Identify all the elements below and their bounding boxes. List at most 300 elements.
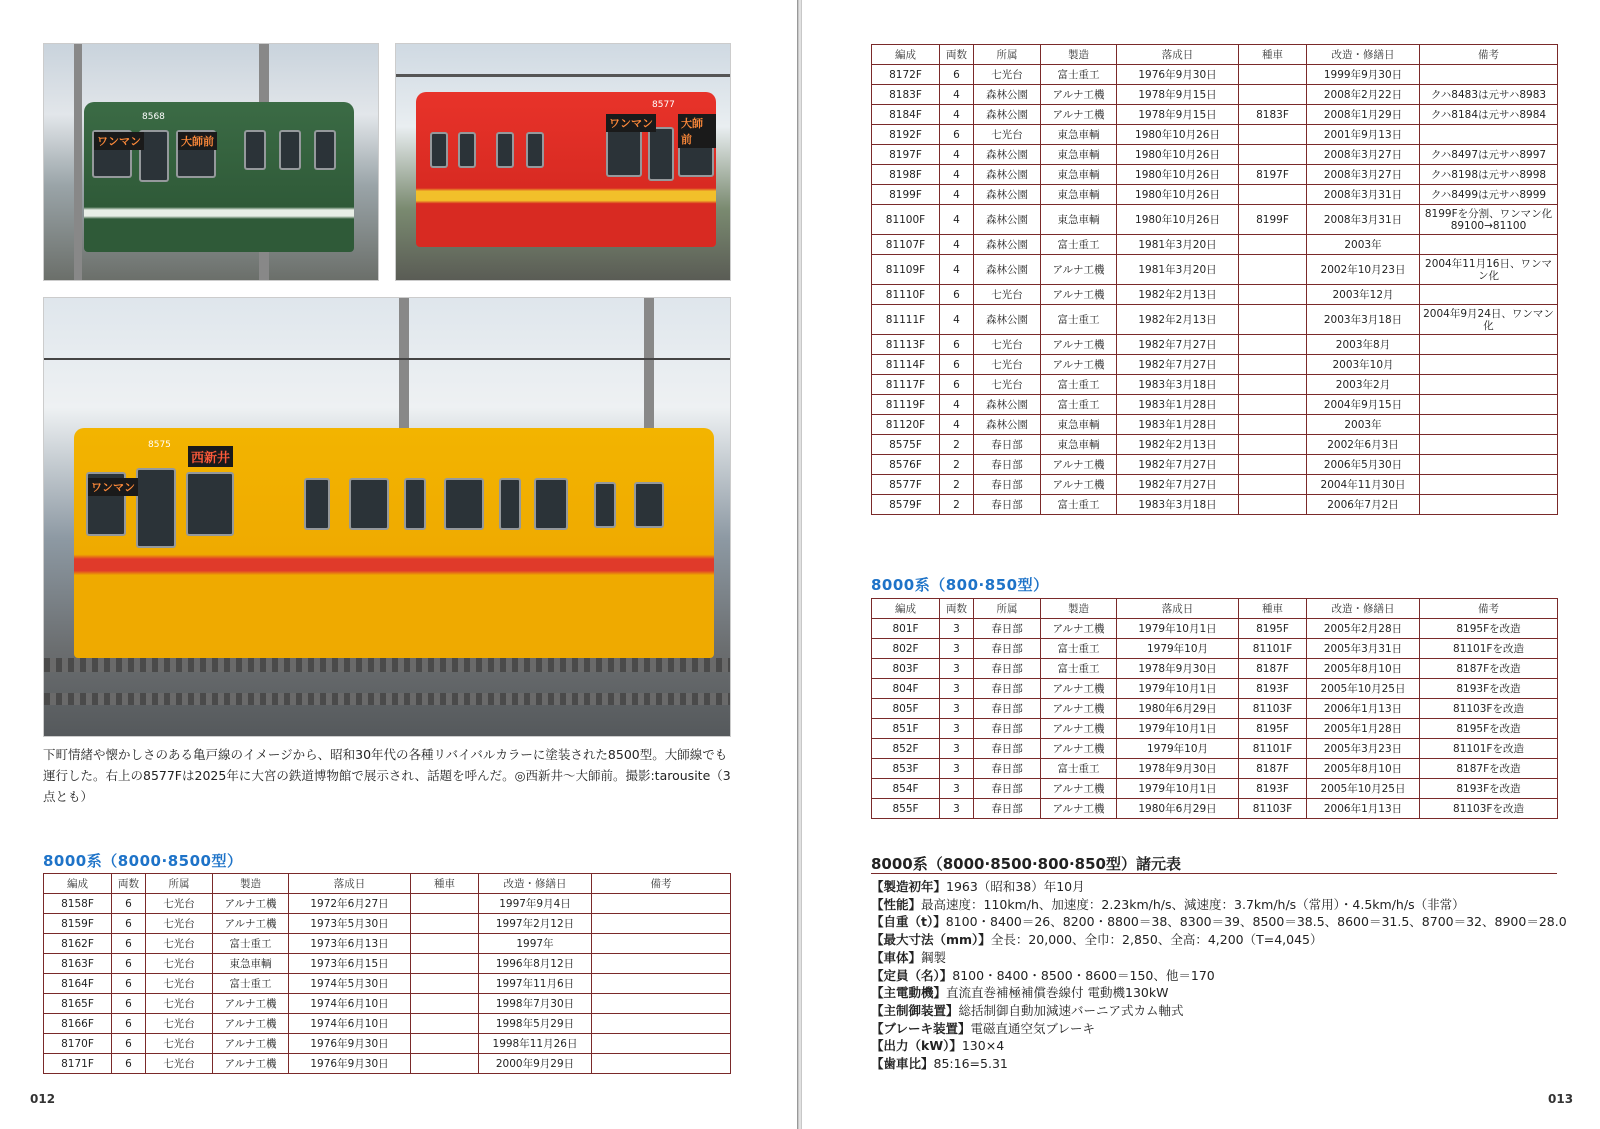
table-cell: 4 [940, 235, 974, 255]
table-cell: アルナ工機 [1041, 255, 1117, 285]
spec-row [871, 931, 1561, 949]
table-cell [411, 1054, 479, 1074]
table-cell: 東急車輌 [1041, 185, 1117, 205]
table-cell [1420, 235, 1558, 255]
spec-row [871, 984, 1561, 1002]
spec-row [871, 878, 1561, 896]
table-cell: 七光台 [974, 285, 1041, 305]
spec-key: 【定員（名）】 [871, 967, 953, 983]
table-cell: 東急車輌 [1041, 415, 1117, 435]
spec-key: 【出力（kW）】 [871, 1038, 962, 1054]
table-row [872, 619, 1558, 639]
table-cell: 七光台 [974, 375, 1041, 395]
table-cell: 2005年1月28日 [1307, 719, 1420, 739]
spec-list [871, 878, 1567, 1073]
column-header: 備考 [1420, 599, 1558, 619]
train-window [499, 478, 521, 530]
train-window [534, 478, 568, 530]
table-cell: 8165F [44, 994, 112, 1014]
table-cell: アルナ工機 [1041, 739, 1117, 759]
train-window [594, 482, 616, 528]
table-cell: 春日部 [974, 475, 1041, 495]
table-cell [411, 914, 479, 934]
table-cell [1420, 415, 1558, 435]
table-cell [1420, 375, 1558, 395]
table-cell: 2000年9月29日 [479, 1054, 592, 1074]
table-cell: 森林公園 [974, 145, 1041, 165]
table-cell: 2002年6月3日 [1307, 435, 1420, 455]
table-row [872, 699, 1558, 719]
table-cell: 6 [940, 335, 974, 355]
train-window [186, 472, 234, 536]
section-title-8000-8500: 8000系（8000·8500型） [43, 852, 243, 870]
table-cell: 1973年5月30日 [289, 914, 411, 934]
table-row [872, 639, 1558, 659]
column-header: 落成日 [1117, 45, 1239, 65]
destination-sign-left: ワンマン [94, 132, 144, 150]
table-cell: 春日部 [974, 719, 1041, 739]
table-cell: 1972年6月27日 [289, 894, 411, 914]
spec-value: 最高速度：110km/h、加速度：2.23km/h/s、減速度：3.7km/h/s（常用）・4.5km/h/s（非常） [921, 896, 1465, 912]
table-cell: 2003年10月 [1307, 355, 1420, 375]
table-cell: 1978年9月30日 [1117, 759, 1239, 779]
table-cell [1239, 495, 1307, 515]
table-cell: 6 [940, 65, 974, 85]
table-row [872, 375, 1558, 395]
table-cell: 1982年2月13日 [1117, 305, 1239, 335]
table-cell: アルナ工機 [213, 914, 289, 934]
table-cell: 七光台 [974, 65, 1041, 85]
table-cell [411, 974, 479, 994]
column-header: 編成 [872, 599, 940, 619]
table-cell [1420, 455, 1558, 475]
table-cell: 2003年3月18日 [1307, 305, 1420, 335]
table-cell: 1976年9月30日 [289, 1034, 411, 1054]
table-cell: 富士重工 [1041, 375, 1117, 395]
column-header: 所属 [146, 874, 213, 894]
table-row [872, 475, 1558, 495]
table-cell: 1978年9月15日 [1117, 105, 1239, 125]
table-cell: クハ8483は元サハ8983 [1420, 85, 1558, 105]
table-cell: 6 [112, 934, 146, 954]
table-cell: 4 [940, 205, 974, 235]
table-cell: 2004年9月24日、ワンマン化 [1420, 305, 1558, 335]
table-cell: 8159F [44, 914, 112, 934]
table-cell: 3 [940, 619, 974, 639]
table-cell: 6 [940, 355, 974, 375]
table-cell: 1979年10月1日 [1117, 719, 1239, 739]
table-cell: 8164F [44, 974, 112, 994]
table-cell: 1973年6月13日 [289, 934, 411, 954]
table-cell: 2003年8月 [1307, 335, 1420, 355]
column-header: 製造 [213, 874, 289, 894]
table-cell [1239, 395, 1307, 415]
table-cell: 3 [940, 679, 974, 699]
table-cell: 2008年3月27日 [1307, 165, 1420, 185]
table-cell: アルナ工機 [213, 1034, 289, 1054]
spec-value: 直流直巻補極補償巻線付 電動機130kW [946, 985, 1169, 1001]
table-cell [1420, 355, 1558, 375]
table-cell: 8193F [1239, 779, 1307, 799]
table-cell: 81101F [1239, 639, 1307, 659]
table-cell: 1980年6月29日 [1117, 699, 1239, 719]
table-cell: 1976年9月30日 [1117, 65, 1239, 85]
formation-table-8000-8500 [43, 873, 731, 1074]
table-cell [1239, 455, 1307, 475]
table-cell: 8163F [44, 954, 112, 974]
table-cell: 富士重工 [1041, 639, 1117, 659]
table-cell [592, 934, 731, 954]
table-cell: 4 [940, 85, 974, 105]
column-header: 所属 [974, 45, 1041, 65]
table-cell: 81100F [872, 205, 940, 235]
table-cell: 2006年1月13日 [1307, 799, 1420, 819]
table-cell: 6 [112, 894, 146, 914]
table-cell: 1983年3月18日 [1117, 375, 1239, 395]
table-cell: 2003年 [1307, 415, 1420, 435]
car-number: 8568 [142, 112, 165, 122]
spec-table-title: 8000系（8000·8500·800·850型）諸元表 [871, 855, 1181, 873]
table-row [44, 974, 731, 994]
table-cell: 富士重工 [213, 934, 289, 954]
table-cell: 2005年8月10日 [1307, 659, 1420, 679]
table-cell: 8183F [1239, 105, 1307, 125]
table-cell: 6 [940, 375, 974, 395]
table-cell [1239, 355, 1307, 375]
table-header-row [872, 45, 1558, 65]
table-cell: 8184F [872, 105, 940, 125]
table-row [872, 355, 1558, 375]
table-cell: 東急車輌 [1041, 145, 1117, 165]
column-header: 編成 [872, 45, 940, 65]
table-cell: 1974年6月10日 [289, 994, 411, 1014]
table-cell: 森林公園 [974, 205, 1041, 235]
table-cell: 1978年9月15日 [1117, 85, 1239, 105]
spec-key: 【性能】 [871, 896, 922, 912]
train-window [648, 127, 674, 181]
table-cell: 1979年10月1日 [1117, 619, 1239, 639]
train-window [314, 130, 336, 170]
table-cell: 8195Fを改造 [1420, 619, 1558, 639]
table-row [872, 415, 1558, 435]
column-header: 改造・修繕日 [479, 874, 592, 894]
table-cell: 春日部 [974, 495, 1041, 515]
column-header: 両数 [940, 45, 974, 65]
table-row [872, 105, 1558, 125]
table-cell: 東急車輌 [1041, 165, 1117, 185]
destination-sign-left: ワンマン [88, 478, 138, 496]
table-cell: 4 [940, 185, 974, 205]
table-cell: 1999年9月30日 [1307, 65, 1420, 85]
table-cell [1239, 255, 1307, 285]
table-cell: 1974年6月10日 [289, 1014, 411, 1034]
table-cell: 852F [872, 739, 940, 759]
table-cell: 4 [940, 395, 974, 415]
table-cell: 2004年11月30日 [1307, 475, 1420, 495]
table-cell: 8577F [872, 475, 940, 495]
table-cell: 8187Fを改造 [1420, 759, 1558, 779]
table-cell [1239, 145, 1307, 165]
table-cell: 3 [940, 799, 974, 819]
table-cell: 2008年1月29日 [1307, 105, 1420, 125]
table-cell: 4 [940, 305, 974, 335]
spec-value: 130×4 [961, 1038, 1005, 1054]
table-row [872, 495, 1558, 515]
table-cell: 七光台 [146, 994, 213, 1014]
table-cell: 2008年3月27日 [1307, 145, 1420, 165]
table-cell: 81113F [872, 335, 940, 355]
table-cell: アルナ工機 [1041, 679, 1117, 699]
table-cell: 804F [872, 679, 940, 699]
table-cell: 1980年10月26日 [1117, 205, 1239, 235]
table-cell [1239, 85, 1307, 105]
table-cell: 8198F [872, 165, 940, 185]
table-cell: 3 [940, 719, 974, 739]
table-row [872, 285, 1558, 305]
table-row [44, 954, 731, 974]
table-cell: アルナ工機 [1041, 719, 1117, 739]
car-number: 8577 [652, 100, 675, 110]
table-cell [1420, 285, 1558, 305]
table-cell: 8170F [44, 1034, 112, 1054]
table-cell: アルナ工機 [213, 994, 289, 1014]
table-cell [1239, 125, 1307, 145]
rail-track [44, 658, 730, 672]
table-cell: 4 [940, 415, 974, 435]
table-cell: アルナ工機 [213, 1014, 289, 1034]
table-cell: 81114F [872, 355, 940, 375]
table-cell: 805F [872, 699, 940, 719]
column-header: 編成 [44, 874, 112, 894]
table-cell: 2005年10月25日 [1307, 679, 1420, 699]
table-row [44, 934, 731, 954]
table-cell: 81101Fを改造 [1420, 739, 1558, 759]
spec-row [871, 1037, 1561, 1055]
table-cell [1420, 395, 1558, 415]
table-row [872, 759, 1558, 779]
table-cell: 2005年3月31日 [1307, 639, 1420, 659]
table-cell: 81110F [872, 285, 940, 305]
table-cell: 4 [940, 145, 974, 165]
destination-sign-right: 大師前 [178, 132, 217, 150]
table-cell: 6 [112, 1034, 146, 1054]
table-cell: 3 [940, 779, 974, 799]
spec-key: 【最大寸法（mm）】 [871, 932, 991, 948]
table-cell: アルナ工機 [1041, 475, 1117, 495]
table-cell: 1982年7月27日 [1117, 455, 1239, 475]
train-window [349, 478, 389, 530]
table-cell: 3 [940, 659, 974, 679]
table-cell: 東急車輌 [1041, 205, 1117, 235]
column-header: 改造・修繕日 [1307, 45, 1420, 65]
table-cell: 2003年12月 [1307, 285, 1420, 305]
table-cell: 8195Fを改造 [1420, 719, 1558, 739]
table-cell: アルナ工機 [1041, 335, 1117, 355]
table-cell: 8576F [872, 455, 940, 475]
table-cell: 1998年7月30日 [479, 994, 592, 1014]
table-cell: 2004年11月16日、ワンマン化 [1420, 255, 1558, 285]
table-row [872, 659, 1558, 679]
table-cell: 1997年2月12日 [479, 914, 592, 934]
table-cell: 春日部 [974, 739, 1041, 759]
table-cell: 2006年7月2日 [1307, 495, 1420, 515]
table-cell [1420, 65, 1558, 85]
table-cell: 1997年 [479, 934, 592, 954]
table-cell [1239, 65, 1307, 85]
table-cell [411, 994, 479, 1014]
table-cell: 81103Fを改造 [1420, 799, 1558, 819]
table-cell: 七光台 [146, 974, 213, 994]
table-cell: 8183F [872, 85, 940, 105]
table-cell: 七光台 [146, 1054, 213, 1074]
table-cell: 春日部 [974, 679, 1041, 699]
photo-red-train [395, 43, 731, 281]
table-cell: 8199F [872, 185, 940, 205]
spec-key: 【主制御装置】 [871, 1002, 959, 1018]
table-cell: 8195F [1239, 719, 1307, 739]
table-cell: 1982年7月27日 [1117, 475, 1239, 495]
spec-key: 【製造初年】 [871, 879, 947, 894]
table-cell: アルナ工機 [1041, 85, 1117, 105]
table-cell: 富士重工 [1041, 65, 1117, 85]
table-cell: 2008年3月31日 [1307, 185, 1420, 205]
table-cell: 七光台 [146, 954, 213, 974]
table-cell: 1976年9月30日 [289, 1054, 411, 1074]
column-header: 種車 [1239, 599, 1307, 619]
table-cell: 2004年9月15日 [1307, 395, 1420, 415]
table-cell: 8158F [44, 894, 112, 914]
table-cell: アルナ工機 [1041, 779, 1117, 799]
table-row [872, 65, 1558, 85]
table-cell: 6 [112, 994, 146, 1014]
table-cell: 森林公園 [974, 185, 1041, 205]
table-cell: 七光台 [146, 1014, 213, 1034]
spec-value: 鋼製 [921, 949, 947, 965]
table-cell: 七光台 [146, 914, 213, 934]
table-cell: 803F [872, 659, 940, 679]
table-cell: クハ8184は元サハ8984 [1420, 105, 1558, 125]
table-cell: アルナ工機 [1041, 105, 1117, 125]
table-cell: 森林公園 [974, 415, 1041, 435]
table-cell: 1979年10月1日 [1117, 679, 1239, 699]
table-cell: 1980年6月29日 [1117, 799, 1239, 819]
train-window [496, 132, 514, 168]
table-cell: 8197F [1239, 165, 1307, 185]
table-cell: 森林公園 [974, 255, 1041, 285]
table-cell [1239, 285, 1307, 305]
table-cell: 2003年 [1307, 235, 1420, 255]
table-cell: 七光台 [974, 125, 1041, 145]
table-cell: 1979年10月 [1117, 739, 1239, 759]
table-cell: 春日部 [974, 659, 1041, 679]
formation-table-800-850 [871, 598, 1558, 819]
table-row [872, 255, 1558, 285]
table-row [872, 335, 1558, 355]
table-cell: 1979年10月1日 [1117, 779, 1239, 799]
table-cell: 3 [940, 759, 974, 779]
photo-caption: 下町情緒や懐かしさのある亀戸線のイメージから、昭和30年代の各種リバイバルカラーに塗装された8500型。大師線でも運行した。右上の8577Fは2025年に大宮の鉄道博物館で展示され、話題を呼んだ。◎西新井〜大師前。撮影:tarousite（3点とも） [43, 747, 731, 804]
table-cell: 8171F [44, 1054, 112, 1074]
table-cell: アルナ工機 [1041, 355, 1117, 375]
table-cell: アルナ工機 [1041, 285, 1117, 305]
table-cell: 2006年1月13日 [1307, 699, 1420, 719]
table-cell [1239, 375, 1307, 395]
column-header: 種車 [1239, 45, 1307, 65]
table-row [872, 739, 1558, 759]
table-row [872, 205, 1558, 235]
table-cell: 1981年3月20日 [1117, 235, 1239, 255]
table-cell: 森林公園 [974, 305, 1041, 335]
table-row [872, 305, 1558, 335]
table-cell: 七光台 [146, 894, 213, 914]
table-cell: アルナ工機 [1041, 455, 1117, 475]
table-cell: 富士重工 [213, 974, 289, 994]
spec-value: 85:16=5.31 [933, 1056, 1008, 1072]
table-row [872, 185, 1558, 205]
column-header: 落成日 [289, 874, 411, 894]
table-cell: 81101Fを改造 [1420, 639, 1558, 659]
table-cell: 1980年10月26日 [1117, 165, 1239, 185]
table-cell [1420, 435, 1558, 455]
spec-key: 【車体】 [871, 949, 922, 965]
page-number-left: 012 [30, 1092, 56, 1106]
table-cell: アルナ工機 [1041, 619, 1117, 639]
table-row [872, 165, 1558, 185]
spec-key: 【自重（t）】 [871, 914, 946, 930]
table-cell: アルナ工機 [1041, 699, 1117, 719]
yellow-train [74, 428, 714, 658]
table-cell: 6 [940, 125, 974, 145]
table-cell: 富士重工 [1041, 659, 1117, 679]
table-cell: 七光台 [146, 934, 213, 954]
table-cell: 2008年2月22日 [1307, 85, 1420, 105]
spec-value: 1963（昭和38）年10月 [946, 879, 1085, 894]
train-window [430, 132, 448, 168]
left-page [0, 0, 798, 1129]
table-cell: 8187Fを改造 [1420, 659, 1558, 679]
table-cell [1239, 235, 1307, 255]
table-row [872, 85, 1558, 105]
table-row [872, 679, 1558, 699]
table-cell [592, 1054, 731, 1074]
spec-divider [871, 873, 1557, 874]
table-cell [592, 914, 731, 934]
column-header: 改造・修繕日 [1307, 599, 1420, 619]
table-cell: 81111F [872, 305, 940, 335]
table-cell: アルナ工機 [213, 1054, 289, 1074]
train-window [279, 130, 301, 170]
column-header: 備考 [1420, 45, 1558, 65]
table-cell: 1983年1月28日 [1117, 395, 1239, 415]
table-cell: 2008年3月31日 [1307, 205, 1420, 235]
page-number-right: 013 [1548, 1092, 1574, 1106]
table-cell: 81120F [872, 415, 940, 435]
table-cell: 8193F [1239, 679, 1307, 699]
table-cell [592, 894, 731, 914]
table-cell: 2002年10月23日 [1307, 255, 1420, 285]
table-cell: 3 [940, 739, 974, 759]
table-cell: 1980年10月26日 [1117, 145, 1239, 165]
column-header: 製造 [1041, 599, 1117, 619]
table-cell: 1974年5月30日 [289, 974, 411, 994]
table-cell: 854F [872, 779, 940, 799]
table-cell: 81119F [872, 395, 940, 415]
table-cell: 2 [940, 495, 974, 515]
table-cell: 春日部 [974, 799, 1041, 819]
green-train [84, 102, 354, 252]
table-cell [592, 1014, 731, 1034]
table-cell: 6 [112, 914, 146, 934]
